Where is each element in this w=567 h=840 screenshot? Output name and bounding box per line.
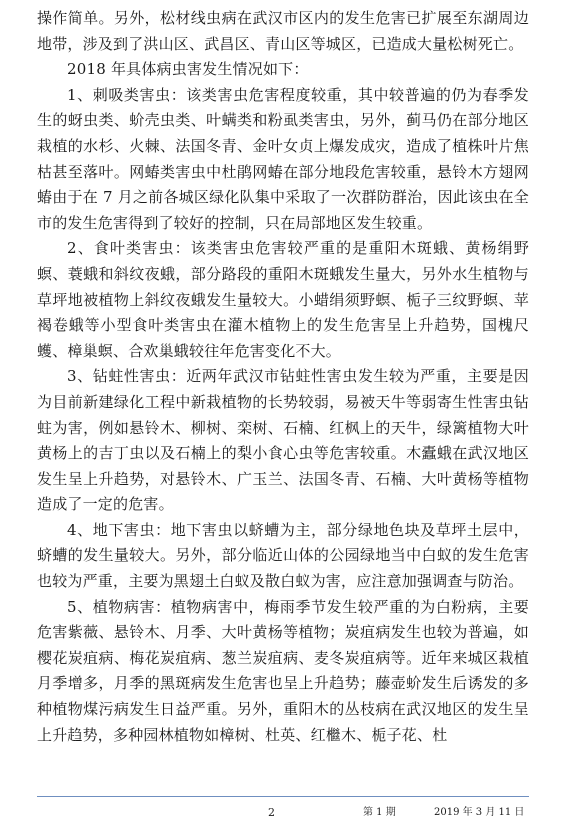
paragraph-continued: 操作简单。另外，松材线虫病在武汉市区内的发生危害已扩展至东湖周边地带，涉及到了洪山区、武昌区、青山区等城区，已造成大量松树死亡。 bbox=[37, 9, 529, 53]
footer-divider bbox=[37, 796, 529, 797]
page-number: 2 bbox=[268, 806, 275, 819]
issue-number: 第 1 期 bbox=[363, 807, 396, 818]
paragraph-boring-pests: 3、钻蛀性害虫：近两年武汉市钻蛀性害虫发生较为严重，主要是因为目前新建绿化工程中新栽植物的长势较弱，易被天牛等弱寄生性害虫钻蛀为害，例如悬铃木、柳树、栾树、石楠、红枫上的天牛，绿篱植物大叶黄杨上的吉丁虫以及石楠上的梨小食心虫等危害较重。木蠹蛾在武汉地区发生呈上升趋势，对悬铃木、广玉兰、法国冬青、石楠、大叶黄杨等植物造成了一定的危害。 bbox=[37, 367, 529, 514]
paragraph-sucking-pests: 1、刺吸类害虫：该类害虫危害程度较重，其中较普遍的仍为春季发生的蚜虫类、蚧壳虫类、叶螨类和粉虱类害虫，另外，蓟马仍在部分地区栽植的水杉、火棘、法国冬青、金叶女贞上爆发成灾，造成了植株叶片焦枯甚至落叶。网蝽类害虫中杜鹃网蝽在部分地段危害较重，悬铃木方翅网蝽由于在 7 月之前各城区绿化队集中采取了一次群防群治，因此该虫在全市的发生危害得到了较好的控制，只在局部地区发生较重。 bbox=[37, 85, 529, 232]
paragraph-plant-diseases: 5、植物病害：植物病害中，梅雨季节发生较严重的为白粉病，主要危害紫薇、悬铃木、月季、大叶黄杨等植物；炭疽病发生也较为普遍，如樱花炭疽病、梅花炭疽病、葱兰炭疽病、麦冬炭疽病等。近年来城区栽植月季增多，月季的黑斑病发生危害也呈上升趋势；藤壶蚧发生后诱发的多种植物煤污病发生日益严重。另外，重阳木的丛枝病在武汉地区的发生呈上升趋势，多种园林植物如樟树、杜英、红檵木、栀子花、杜 bbox=[37, 597, 529, 744]
issue-date: 2019 年 3 月 11 日 bbox=[434, 807, 525, 818]
paragraph-intro: 2018 年具体病虫害发生情况如下： bbox=[67, 60, 309, 79]
paragraph-leaf-eating-pests: 2、食叶类害虫：该类害虫危害较严重的是重阳木斑蛾、黄杨绢野螟、蓑蛾和斜纹夜蛾，部分路段的重阳木斑蛾发生量大，另外水生植物与草坪地被植物上斜纹夜蛾发生量较大。小蜡绢须野螟、栀子三纹野螟、苹褐卷蛾等小型食叶类害虫在灌木植物上的发生危害呈上升趋势，国槐尺蠖、樟巢螟、合欢巢蛾较往年危害变化不大。 bbox=[37, 239, 529, 360]
document-body bbox=[37, 6, 529, 748]
paragraph-underground-pests: 4、地下害虫：地下害虫以蛴螬为主，部分绿地色块及草坪土层中，蛴螬的发生量较大。另外，部分临近山体的公园绿地当中白蚁的发生危害也较为严重，主要为黑翅土白蚁及散白蚁为害，应注意加强调查与防治。 bbox=[37, 520, 529, 591]
